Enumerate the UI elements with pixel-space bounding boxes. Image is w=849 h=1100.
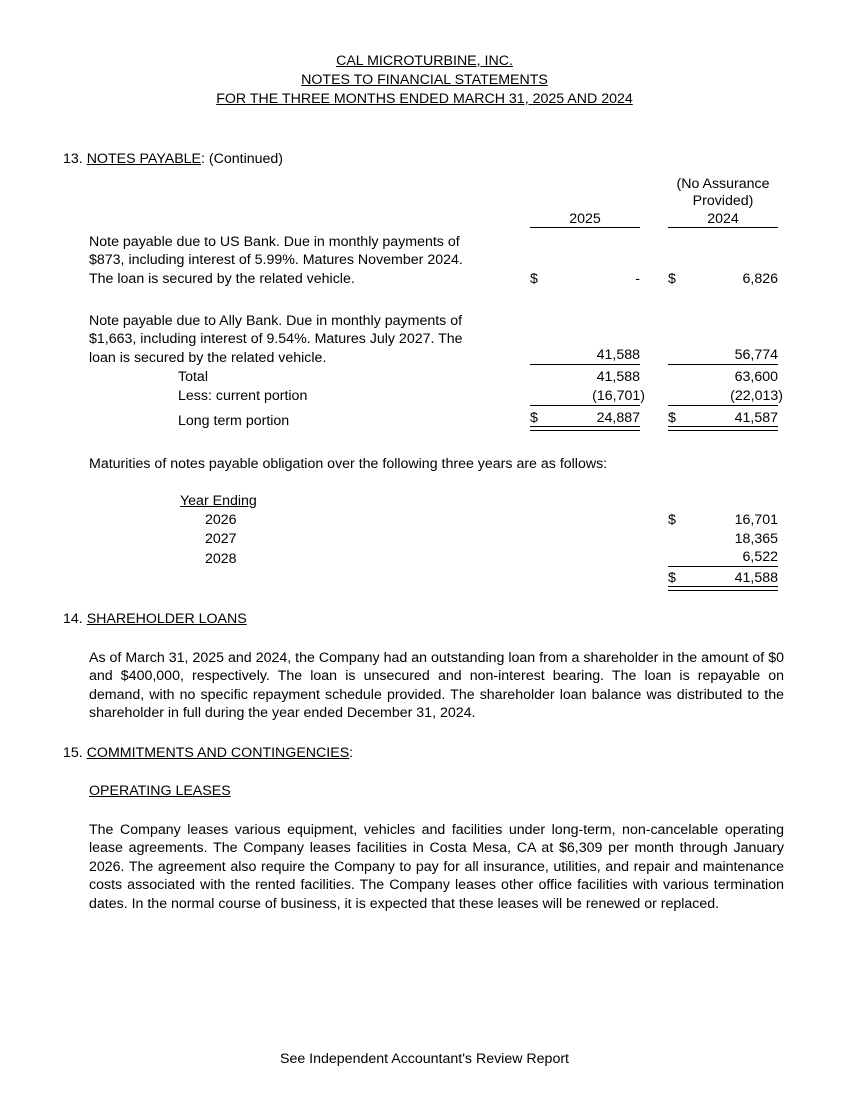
ally-2025-underline [530,364,640,365]
ally-bank-2025-value: 41,588 [596,347,640,363]
maturity-year: 2027 [205,531,237,547]
note13-heading [63,150,283,168]
us-bank-2025-value: - [635,271,640,287]
col-2025-underline [530,227,640,228]
long-term-2024-currency: $ [668,410,676,426]
ally-2024-underline [668,364,778,365]
note14-body: As of March 31, 2025 and 2024, the Company had an outstanding loan from a shareholder in the amount of $0 and $400,000, respectively. The loan is unsecured and non-interest bearing. The loan is repayable on demand, with no specific repayment schedule provided. The shareholder loan balance was distributed to the shareholder in full during the year ended December 31, 2024. [89,650,784,722]
us-bank-2024-currency: $ [668,271,676,287]
note15-title: COMMITMENTS AND CONTINGENCIES [86,745,350,761]
long-term-2025-double-underline [530,426,640,431]
maturity-amount: 16,701 [734,512,778,528]
current-portion-label: Less: current portion [178,388,308,404]
current-portion-2025-value: (16,701) [592,388,645,404]
note14-title: SHAREHOLDER LOANS [86,611,247,627]
maturity-amount: 6,522 [742,549,778,565]
year-ending-label: Year Ending [180,493,257,509]
note-us-bank-line3: The loan is secured by the related vehicle. [89,271,355,287]
maturities-total-currency: $ [668,570,676,586]
maturity-year: 2026 [205,512,237,528]
note13-title: NOTES PAYABLE [86,151,202,167]
note-ally-bank-line2: $1,663, including interest of 9.54%. Matures July 2027. The [89,331,463,347]
col-2024-note-line2: Provided) [692,193,754,209]
company-name: CAL MICROTURBINE, INC. [336,53,513,69]
document-title: NOTES TO FINANCIAL STATEMENTS [301,72,548,88]
maturity-amount: 18,365 [734,531,778,547]
us-bank-2025-currency: $ [530,271,538,287]
maturity-currency: $ [668,512,676,528]
note15-body: The Company leases various equipment, vehicles and facilities under long-term, non-cancelable operating lease agreements. The Company leases facilities in Costa Mesa, CA at $6,309 per month through January 2026. The agreement also require the Company to pay for all insurance, utilities, and repair and maintenance costs associated with the rented facilities. The Company leases other office facilities with various termination dates. In the normal course of business, it is expected that these leases will be renewed or replaced. [89,822,784,912]
maturities-intro: Maturities of notes payable obligation over the following three years are as follows: [89,456,608,472]
maturities-total-double-underline [668,586,778,591]
footer-review-report: See Independent Accountant's Review Report [279,1051,569,1067]
long-term-label: Long term portion [178,413,290,429]
current-portion-2024-value: (22,013) [730,388,783,404]
long-term-2024-double-underline [668,426,778,431]
maturities-underline [668,566,778,567]
note-us-bank-line1: Note payable due to US Bank. Due in monthly payments of [89,234,460,250]
note-ally-bank-line3: loan is secured by the related vehicle. [89,350,327,366]
note13-number: 13. [63,151,83,167]
maturity-year: 2028 [205,551,237,567]
note15-heading [63,744,353,762]
note13-suffix: : (Continued) [201,151,284,167]
us-bank-2024-value: 6,826 [742,271,778,287]
note15-number: 15. [63,745,83,761]
col-2024-underline [668,227,778,228]
note-ally-bank-line1: Note payable due to Ally Bank. Due in monthly payments of [89,313,463,329]
long-term-2024-value: 41,587 [734,410,778,426]
col-2024-header: 2024 [707,211,739,227]
long-term-2025-value: 24,887 [596,410,640,426]
current-2025-underline [530,405,640,406]
maturities-total-value: 41,588 [734,570,778,586]
operating-leases-subheading: OPERATING LEASES [89,783,231,799]
note14-heading [63,610,247,628]
long-term-2025-currency: $ [530,410,538,426]
col-2024-note-line1: (No Assurance [676,176,770,192]
total-2025-value: 41,588 [596,369,640,385]
col-2025-header: 2025 [569,211,601,227]
note14-number: 14. [63,611,83,627]
period-title: FOR THE THREE MONTHS ENDED MARCH 31, 2025 AND 2024 [216,91,633,107]
total-label: Total [178,369,208,385]
note15-suffix: : [349,745,354,761]
total-2024-value: 63,600 [734,369,778,385]
ally-bank-2024-value: 56,774 [734,347,778,363]
current-2024-underline [668,405,778,406]
note-us-bank-line2: $873, including interest of 5.99%. Matures November 2024. [89,252,463,268]
